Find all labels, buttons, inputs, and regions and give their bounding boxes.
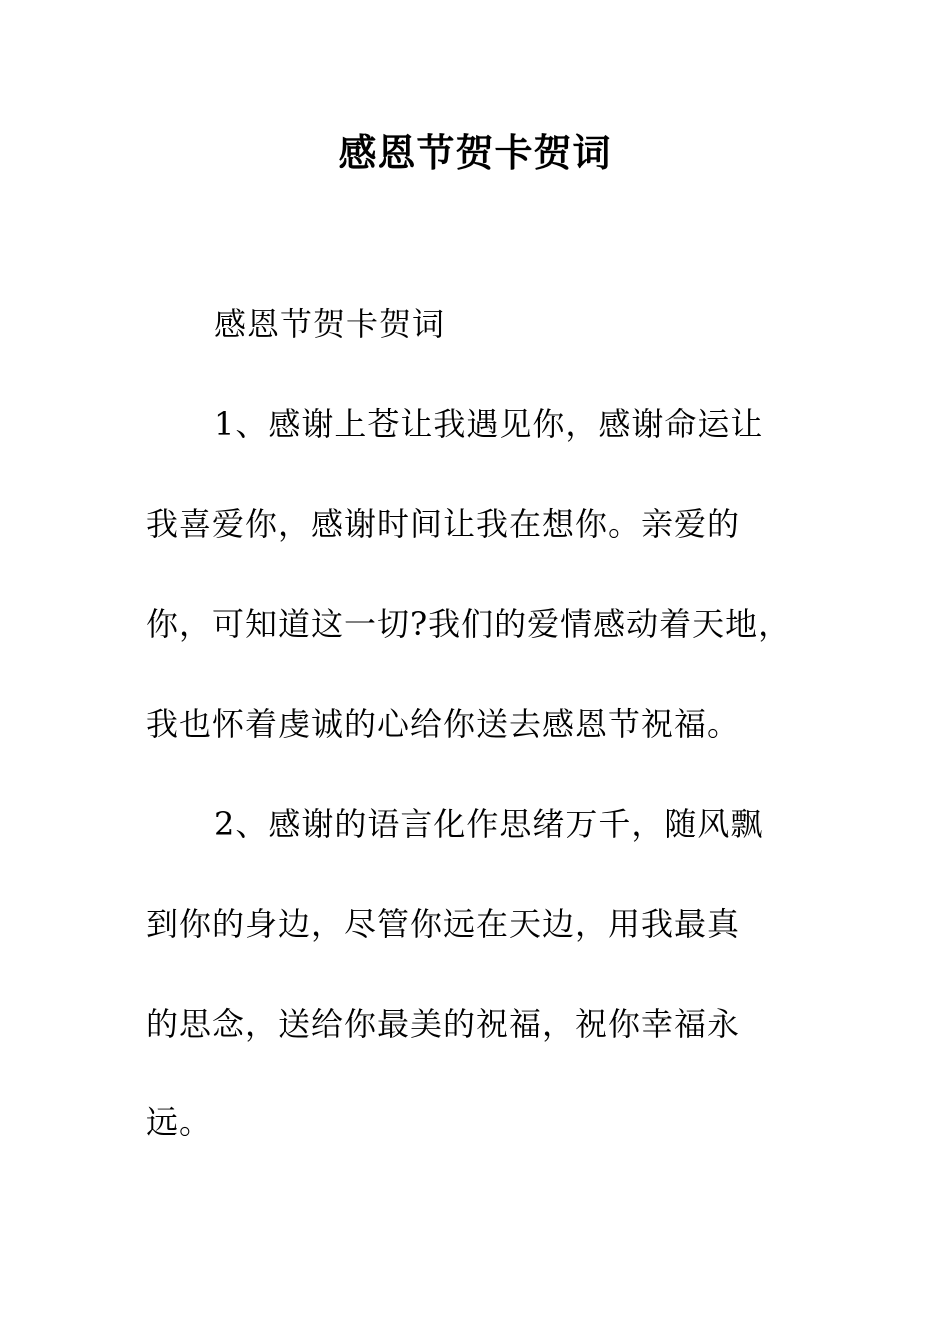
document-title: 感恩节贺卡贺词 (338, 130, 612, 175)
subtitle-line: 感恩节贺卡贺词 (214, 305, 446, 343)
paragraph-1-line-4: 我也怀着虔诚的心给你送去感恩节祝福。 (146, 705, 741, 743)
paragraph-1-line-3: 你，可知道这一切?我们的爱情感动着天地， (146, 605, 792, 643)
paragraph-2-line-2: 到你的身边，尽管你远在天边，用我最真 (146, 905, 741, 943)
paragraph-2-line-1: 2、感谢的语言化作思绪万千，随风飘 (214, 805, 764, 843)
paragraph-2-line-4: 远。 (146, 1103, 213, 1141)
paragraph-1-line-2: 我喜爱你，感谢时间让我在想你。亲爱的 (146, 505, 741, 543)
paragraph-2-line-3: 的思念，送给你最美的祝福，祝你幸福永 (146, 1005, 741, 1043)
paragraph-1-line-1: 1、感谢上苍让我遇见你，感谢命运让 (214, 405, 764, 443)
